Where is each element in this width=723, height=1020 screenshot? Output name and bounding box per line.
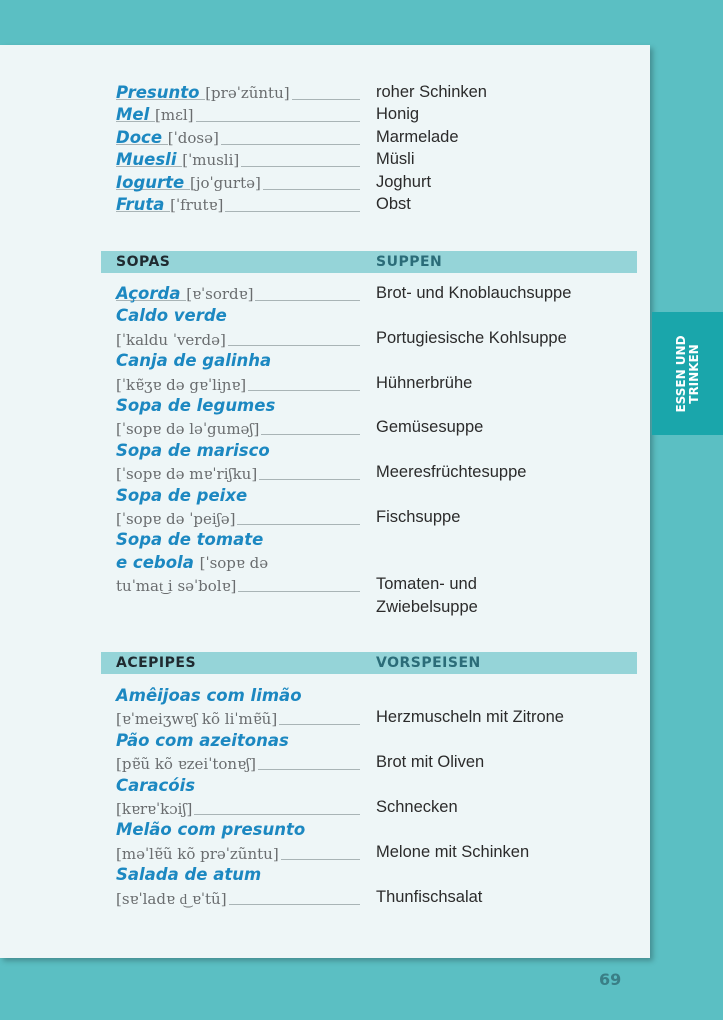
list-item	[116, 865, 637, 910]
pronunciation: [ˈsopɐ də ləˈguməʃ]	[116, 420, 260, 439]
pronunciation: [kɐrɐˈkɔiʃ]	[116, 799, 193, 818]
pronunciation: [ˈsopɐ də	[199, 553, 269, 572]
portuguese-term: Sopa de legumes	[116, 396, 276, 415]
pronunciation: [joˈgurtə]	[190, 173, 261, 192]
pronunciation: [məˈlɐ̃ũ kõ prəˈzũntu]	[116, 844, 279, 863]
german-translation: Schnecken	[376, 797, 458, 816]
german-translation: Meeresfrüchtesuppe	[376, 463, 527, 482]
german-translation: Marmelade	[376, 127, 459, 146]
pronunciation: [ˈkɐ̃ʒɐ də gɐˈliɲɐ]	[116, 375, 247, 394]
list-item	[116, 731, 637, 776]
german-translation-continued: Zwiebelsuppe	[376, 597, 478, 616]
portuguese-term: Canja de galinha	[116, 351, 272, 371]
german-translation: Herzmuscheln mit Zitrone	[376, 708, 564, 727]
pronunciation: [ˈkaldu ˈverdə]	[116, 330, 226, 349]
list-item	[116, 530, 637, 620]
list-item	[116, 820, 637, 865]
list-item	[116, 105, 637, 127]
portuguese-term: Fruta	[116, 195, 165, 214]
list-item	[116, 150, 637, 172]
pronunciation: [ˈsopɐ də mɐˈriʃku]	[116, 465, 258, 484]
list-item	[116, 396, 637, 441]
portuguese-term: Sopa de tomate	[116, 530, 264, 550]
pronunciation: [ˈdosə]	[167, 128, 219, 147]
portuguese-term: Iogurte	[116, 172, 185, 192]
pronunciation: [mɛl]	[155, 106, 194, 125]
pronunciation: [ɐˈsordɐ]	[186, 285, 254, 303]
portuguese-term: Doce	[116, 127, 163, 147]
pronunciation: [ɐˈmeiʒwɐʃ kõ liˈmɐ̃ũ]	[116, 710, 278, 729]
german-translation: Hühnerbrühe	[376, 373, 473, 392]
list-item	[116, 128, 637, 150]
list-item	[116, 486, 637, 531]
portuguese-term: Melão com presunto	[116, 820, 306, 840]
section-title-portuguese: ACEPIPES	[116, 655, 197, 671]
list-item	[116, 306, 637, 351]
german-translation: Melone mit Schinken	[376, 842, 530, 861]
chapter-tab	[652, 312, 723, 435]
german-translation: Müsli	[376, 150, 415, 169]
section-header-sopas	[101, 251, 637, 273]
page-number: 69	[599, 970, 622, 989]
section-title-german: SUPPEN	[376, 254, 443, 270]
german-translation: Joghurt	[376, 172, 432, 191]
list-item	[116, 776, 637, 821]
german-translation: Tomaten- und	[376, 575, 477, 594]
list-item	[116, 441, 637, 486]
german-translation: Brot- und Knoblauchsuppe	[376, 284, 572, 302]
list-item	[116, 195, 637, 217]
portuguese-term: Caldo verde	[116, 306, 227, 326]
section-title-german: VORSPEISEN	[376, 655, 481, 671]
german-translation: Honig	[376, 105, 420, 124]
pronunciation: [ˈmusli]	[182, 151, 240, 170]
portuguese-term: Caracóis	[116, 775, 196, 795]
portuguese-term: Presunto	[116, 83, 200, 102]
portuguese-term: Açorda	[116, 284, 181, 303]
chapter-tab-label: ESSEN UND TRINKEN	[673, 334, 701, 413]
portuguese-term-continued: e cebola	[116, 552, 194, 572]
german-translation: Brot mit Oliven	[376, 753, 485, 772]
pronunciation: [sɐˈladɐ d͜ ɐˈtũ]	[116, 889, 227, 908]
german-translation: Fischsuppe	[376, 507, 461, 526]
pronunciation: [prəˈzũntu]	[205, 84, 290, 102]
portuguese-term: Muesli	[116, 150, 177, 170]
portuguese-term: Pão com azeitonas	[116, 730, 289, 750]
german-translation: Gemüsesuppe	[376, 418, 484, 437]
portuguese-term: Sopa de peixe	[116, 485, 248, 505]
pronunciation: [pɐ̃ũ kõ ɐzeiˈtonɐʃ]	[116, 755, 256, 774]
pronunciation: [ˈsopɐ də ˈpeiʃə]	[116, 509, 236, 528]
portuguese-term: Mel	[116, 105, 150, 125]
german-translation: roher Schinken	[376, 83, 487, 101]
german-translation: Thunfischsalat	[376, 887, 483, 906]
pronunciation: [ˈfrutɐ]	[170, 196, 224, 214]
portuguese-term: Sopa de marisco	[116, 440, 270, 460]
german-translation: Portugiesische Kohlsuppe	[376, 328, 567, 347]
portuguese-term: Amêijoas com limão	[116, 686, 302, 705]
section-header-acepipes	[101, 652, 637, 674]
german-translation: Obst	[376, 195, 411, 213]
pronunciation-continued: tuˈmat͜ i səˈbolɐ]	[116, 577, 237, 596]
list-item	[116, 284, 637, 306]
list-item	[116, 173, 637, 195]
list-item	[116, 83, 637, 105]
portuguese-term: Salada de atum	[116, 865, 262, 885]
list-item	[116, 351, 637, 396]
section-title-portuguese: SOPAS	[116, 254, 171, 270]
list-item	[116, 686, 637, 731]
